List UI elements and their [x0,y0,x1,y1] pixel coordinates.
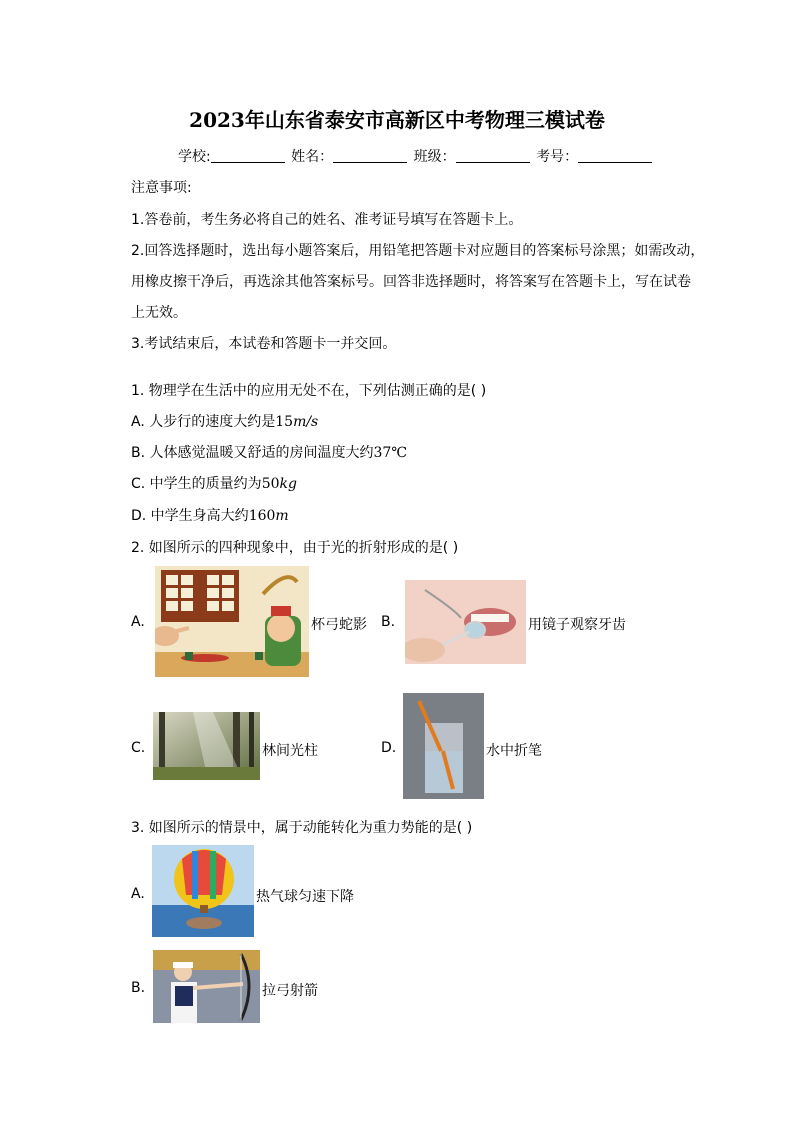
q2-a-letter: A. [131,614,145,630]
name-blank [333,148,407,163]
q3-b-letter: B. [131,980,146,996]
archer-photo [153,950,260,1023]
notice-item-2-cont2: 上无效。 [131,305,187,321]
forest-light-beams-photo [153,712,260,780]
mirror-teeth-photo [405,580,526,664]
notice-heading: 注意事项: [131,180,192,196]
q2-c-letter: C. [131,740,146,756]
q1-b-text: B. 人体感觉温暖又舒适的房间温度大约 [131,445,374,461]
q2-b-letter: B. [381,614,396,630]
number-blank [578,148,652,163]
q1-d-text: D. 中学生身高大约 [131,508,249,524]
number-label: 考号： [536,149,579,165]
student-info-row [178,146,654,166]
q1-b-value: 37℃ [373,445,407,461]
q3-a-letter: A. [131,886,145,902]
q1-d-unit: m [275,508,289,524]
q1-option-b [131,442,407,462]
notice-item-2-cont: 用橡皮擦干净后，再选涂其他答案标号。回答非选择题时，将答案写在答题卡上，写在试卷 [131,274,691,290]
hot-air-balloon-photo [152,845,254,937]
q2-c-label: 林间光柱 [262,743,318,759]
notice-item-1: 1.答卷前，考生务必将自己的姓名、准考证号填写在答题卡上。 [131,212,523,228]
page-title: 2023年山东省泰安市高新区中考物理三模试卷 [189,108,605,132]
q3-b-label: 拉弓射箭 [262,983,318,999]
q2-d-label: 水中折笔 [486,743,542,759]
q1-c-value: 50 [261,476,280,492]
q1-stem: 1. 物理学在生活中的应用无处不在，下列估测正确的是( ) [131,383,487,399]
notice-item-3: 3.考试结束后，本试卷和答题卡一并交回。 [131,336,397,352]
q1-option-d [131,505,289,525]
pencil-in-water-photo [403,693,484,799]
q1-option-c [131,473,297,493]
q2-b-label: 用镜子观察牙齿 [528,617,626,633]
q1-a-unit: m/s [293,414,319,430]
q2-stem: 2. 如图所示的四种现象中，由于光的折射形成的是( ) [131,540,459,556]
q1-c-text: C. 中学生的质量约为 [131,476,262,492]
q1-a-value: 15 [275,414,294,430]
school-blank [211,148,285,163]
q1-option-a [131,411,318,431]
school-label: 学校: [178,149,211,165]
class-label: 班级： [413,149,456,165]
q1-c-unit: kg [279,476,297,492]
notice-item-2: 2.回答选择题时，选出每小题答案后，用铅笔把答题卡对应题目的答案标号涂黑；如需改动， [131,243,705,259]
class-blank [456,148,530,163]
name-label: 姓名： [291,149,334,165]
q3-stem: 3. 如图所示的情景中，属于动能转化为重力势能的是( ) [131,820,473,836]
q2-a-label: 杯弓蛇影 [311,617,367,633]
q3-a-label: 热气球匀速下降 [256,889,354,905]
cup-bow-snake-illustration [155,566,309,677]
q2-d-letter: D. [381,740,397,756]
q1-a-text: A. 人步行的速度大约是 [131,414,276,430]
q1-d-value: 160 [248,508,276,524]
